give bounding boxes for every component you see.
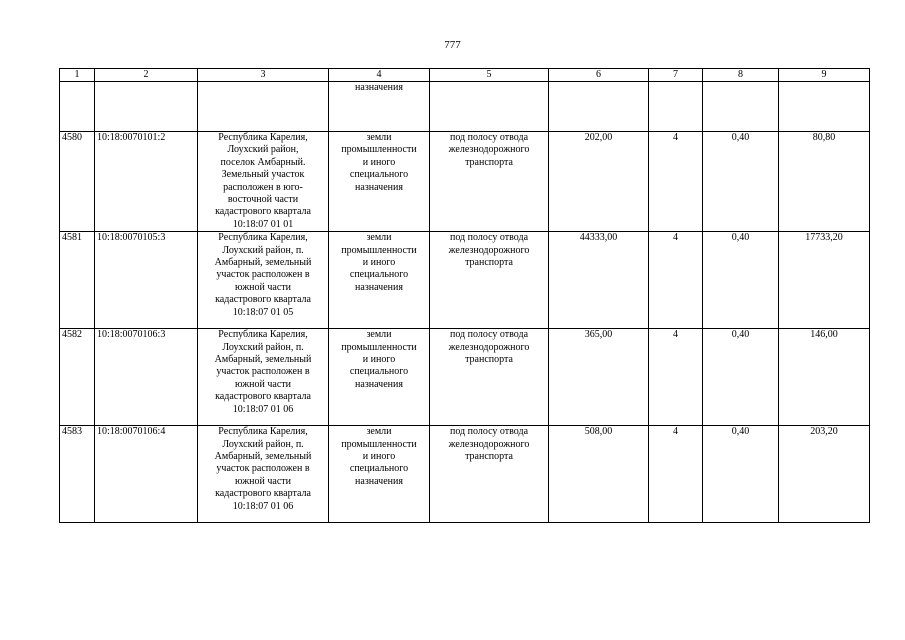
table-cell [649,82,703,132]
column-header: 3 [198,69,329,82]
column-header: 5 [430,69,549,82]
column-header: 9 [779,69,870,82]
category-text: назначения [355,82,403,93]
col7-cell: 4 [649,329,703,426]
cadastral-number-cell: 10:18:0070106:3 [95,329,198,426]
record-id-cell: 4582 [60,329,95,426]
table-cell [703,82,779,132]
table-cell [430,82,549,132]
category-cell [329,232,430,329]
column-header: 8 [703,69,779,82]
usage-cell [430,132,549,232]
column-header: 7 [649,69,703,82]
address-text: Республика Карелия, Лоухский район, п. Амбарный, земельный участок расположен в южной части кадастрового квартала 10:18:07 01 06 [214,426,312,512]
col9-cell: 203,20 [779,426,870,523]
cadastral-number-cell: 10:18:0070101:2 [95,132,198,232]
category-cell [329,82,430,132]
col7-cell: 4 [649,132,703,232]
column-header: 2 [95,69,198,82]
record-id-cell: 4583 [60,426,95,523]
category-cell [329,329,430,426]
col8-cell: 0,40 [703,132,779,232]
category-text: земли промышленности и иного специального назначения [341,426,417,487]
table-cell [198,82,329,132]
category-text: земли промышленности и иного специального назначения [341,232,417,293]
area-cell: 44333,00 [549,232,649,329]
header-row [60,69,870,82]
cadastral-number-cell: 10:18:0070105:3 [95,232,198,329]
address-cell [198,329,329,426]
col8-cell: 0,40 [703,232,779,329]
table-cell [549,82,649,132]
usage-cell [430,426,549,523]
table-row [60,426,870,523]
table-row [60,232,870,329]
continuation-row [60,82,870,132]
col9-cell: 17733,20 [779,232,870,329]
col8-cell: 0,40 [703,329,779,426]
usage-text: под полосу отвода железнодорожного транспорта [448,426,530,463]
col8-cell: 0,40 [703,426,779,523]
col7-cell: 4 [649,426,703,523]
address-text: Республика Карелия, Лоухский район, поселок Амбарный. Земельный участок расположен в юго- восточной части кадастрового квартала 10:18:07 01 01 [215,132,311,230]
table-cell [60,82,95,132]
col9-cell: 80,80 [779,132,870,232]
area-cell: 508,00 [549,426,649,523]
category-cell [329,426,430,523]
area-cell: 202,00 [549,132,649,232]
address-cell [198,232,329,329]
table-row [60,329,870,426]
usage-cell [430,329,549,426]
table-cell [95,82,198,132]
col7-cell: 4 [649,232,703,329]
table-cell [779,82,870,132]
column-header: 4 [329,69,430,82]
column-header: 6 [549,69,649,82]
usage-text: под полосу отвода железнодорожного транспорта [448,329,530,366]
usage-text: под полосу отвода железнодорожного транспорта [448,132,530,168]
table-row [60,132,870,232]
column-header: 1 [60,69,95,82]
category-text: земли промышленности и иного специального назначения [341,132,417,193]
record-id-cell: 4580 [60,132,95,232]
category-cell [329,132,430,232]
address-cell [198,426,329,523]
usage-text: под полосу отвода железнодорожного транспорта [448,232,530,269]
address-text: Республика Карелия, Лоухский район, п. Амбарный, земельный участок расположен в южной части кадастрового квартала 10:18:07 01 05 [214,232,312,318]
usage-cell [430,232,549,329]
record-id-cell: 4581 [60,232,95,329]
category-text: земли промышленности и иного специального назначения [341,329,417,390]
area-cell: 365,00 [549,329,649,426]
cadastral-number-cell: 10:18:0070106:4 [95,426,198,523]
col9-cell: 146,00 [779,329,870,426]
land-registry-table [59,68,870,523]
address-cell [198,132,329,232]
page-number: 777 [444,39,461,51]
address-text: Республика Карелия, Лоухский район, п. Амбарный, земельный участок расположен в южной части кадастрового квартала 10:18:07 01 06 [214,329,312,415]
